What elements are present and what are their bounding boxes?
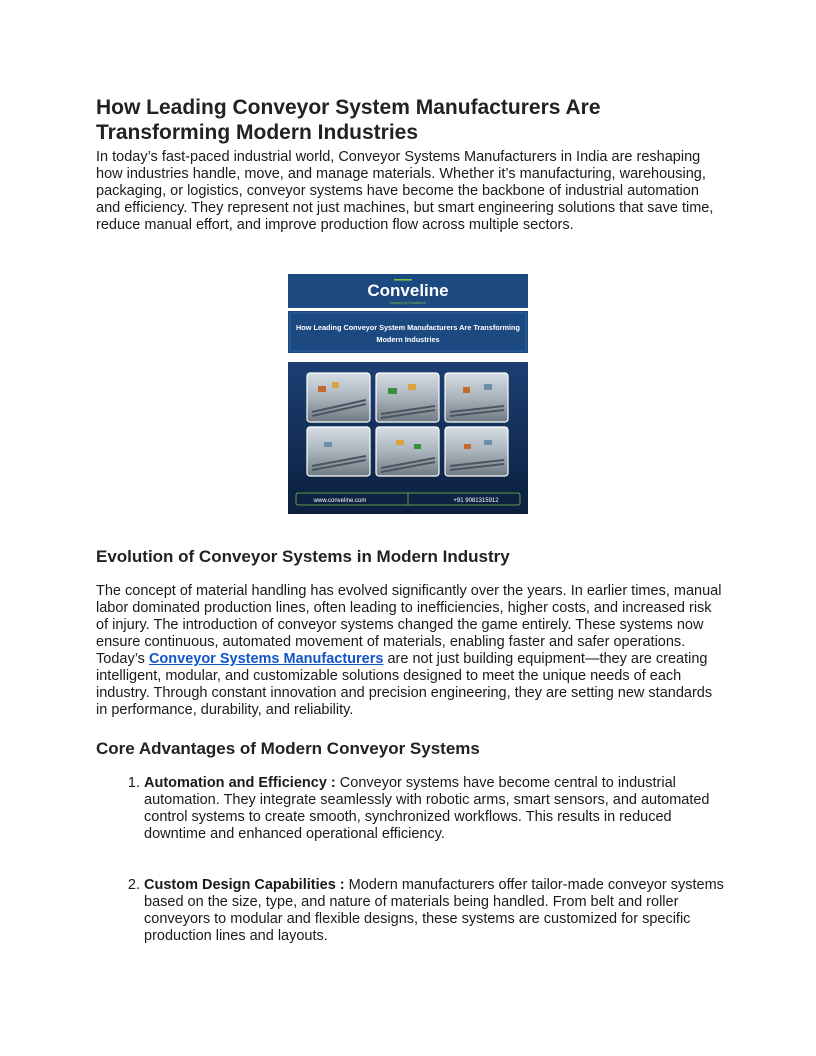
list-item xyxy=(144,775,724,843)
banner-heading-line-2: Modern Industries xyxy=(376,335,440,344)
banner-tagline: Inspired by Excellence xyxy=(390,301,426,305)
evolution-text-after: are not just building equipment—they are creating intelligent, modular, and customizable solutions designed to meet the unique needs of each industry. Through constant innovation and precision engineering, they are setting new standards in performance, durability, and reliability. xyxy=(96,651,713,718)
conveyor-manufacturers-link[interactable]: Conveyor Systems Manufacturers xyxy=(148,651,384,667)
banner-image xyxy=(288,274,528,514)
article-title: How Leading Conveyor System Manufacturers Are Transforming Modern Industries xyxy=(96,96,601,144)
advantages-list xyxy=(96,775,724,945)
photo-5 xyxy=(376,427,439,476)
banner-brand: Conveline xyxy=(367,281,449,300)
list-item-title: Automation and Efficiency : xyxy=(144,775,336,791)
banner-heading-line-1: How Leading Conveyor System Manufacturers Are Transforming xyxy=(296,323,520,332)
document-page xyxy=(96,95,724,945)
intro-paragraph: In today’s fast-paced industrial world, Conveyor Systems Manufacturers in India are reshaping how industries handle, move, and manage materials. Whether it’s manufacturing, warehousing, packaging, or logistics, conveyor systems have become the backbone of industrial automation and efficiency. They represent not just machines, but smart engineering solutions that save time, reduce manual effort, and improve production flow across multiple sectors. xyxy=(96,149,714,233)
core-heading: Core Advantages of Modern Conveyor Systems xyxy=(96,739,480,758)
evolution-heading: Evolution of Conveyor Systems in Modern Industry xyxy=(96,547,510,566)
list-item-text: Conveyor systems have become central to industrial automation. They integrate seamlessly with robotic arms, smart sensors, and automated control systems to create smooth, synchronized workflows. This results in reduced downtime and enhanced operational efficiency. xyxy=(144,775,710,842)
evolution-text-before: The concept of material handling has evolved significantly over the years. In earlier times, manual labor dominated production lines, often leading to inefficiencies, higher costs, and increased risk of injury. The introduction of conveyor systems changed the game entirely. These systems now ensure continuous, automated movement of materials, enabling faster and safer operations. Today’s xyxy=(96,583,722,667)
banner-phone: +91 9081315912 xyxy=(453,498,499,504)
list-item-text: Modern manufacturers offer tailor-made conveyor systems based on the size, type, and nature of materials being handled. From belt and roller conveyors to modular and flexible designs, these systems are customized for specific production lines and layouts. xyxy=(144,877,724,944)
list-item-title: Custom Design Capabilities : xyxy=(144,877,345,893)
banner-website: www.conveline.com xyxy=(313,498,367,504)
list-item xyxy=(144,877,724,945)
evolution-paragraph xyxy=(96,583,724,719)
